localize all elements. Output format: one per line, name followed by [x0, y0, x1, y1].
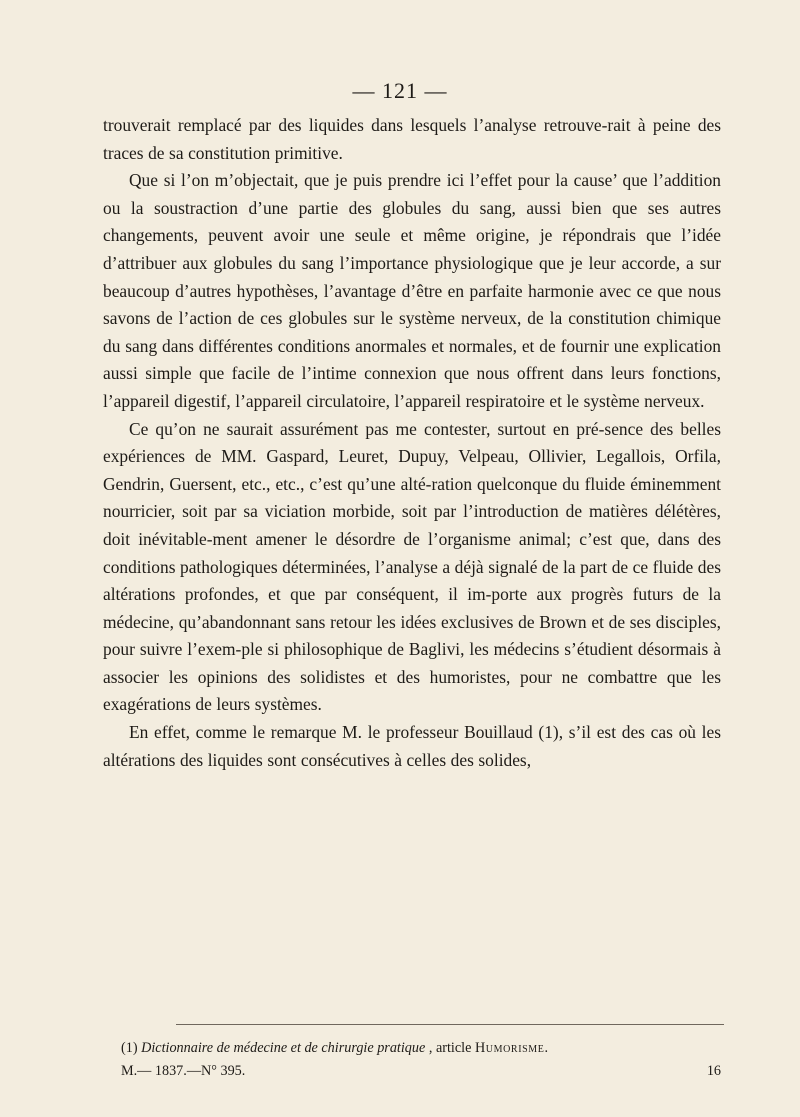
footnote-work-title: Dictionnaire de médecine et de chirurgie pratique: [141, 1040, 426, 1056]
footnote-article: Humorisme.: [474, 1040, 549, 1056]
page-number: — 121 —: [352, 78, 448, 103]
sheet-number: 16: [706, 1063, 721, 1079]
paragraph-4: En effet, comme le remarque M. le professeur Bouillaud (1), s’il est des cas où les altérations des liquides sont consécutives à celles des solides,: [103, 722, 721, 770]
footnote-separator: , article: [428, 1040, 472, 1056]
body-text: [103, 112, 721, 774]
footnote-marker: (1): [121, 1040, 138, 1056]
footnote-line: [103, 1037, 723, 1060]
printer-signature: [103, 1060, 721, 1083]
paragraph-1: trouverait remplacé par des liquides dans lesquels l’analyse retrouve-rait à peine des traces de sa constitution primitive.: [103, 115, 721, 163]
paragraph-2: Que si l’on m’objectait, que je puis prendre ici l’effet pour la cause’ que l’addition ou la soustraction d’une partie des globules du sang, aussi bien que ses autres changements, peuvent avoir une seule et même origine, je répondrais que l’idée d’attribuer aux globules du sang l’importance physiologique que je leur accorde, a sur beaucoup d’autres hypothèses, l’avantage d’être en parfaite harmonie avec ce que nous savons de l’action de ces globules sur le système nerveux, de la constitution chimique du sang dans différentes conditions anormales et normales, et de fournir une explication aussi simple que facile de l’intime connexion que nous offrent dans leurs fonctions, l’appareil digestif, l’appareil circulatoire, l’appareil respiratoire et le système nerveux.: [103, 170, 721, 411]
paragraph-3: Ce qu’on ne saurait assurément pas me contester, surtout en pré-sence des belles expériences de MM. Gaspard, Leuret, Dupuy, Velpeau, Ollivier, Legallois, Orfila, Gendrin, Guersent, etc., etc., c’est qu’une alté-ration quelconque du fluide éminemment nourricier, soit par sa viciation morbide, soit par l’introduction de matières délétères, doit inévitable-ment amener le désordre de l’organisme animal; c’est que, dans des conditions pathologiques déterminées, l’analyse a déjà signalé de la part de ce fluide des altérations profondes, et que par conséquent, il im-porte aux progrès futurs de la médecine, qu’abandonnant sans retour les idées exclusives de Brown et de ses disciples, pour suivre l’exem-ple si philosophique de Baglivi, les médecins s’étudient désormais à associer les opinions des solidistes et des humoristes, pour ne combattre que les exagérations de leurs systèmes.: [103, 418, 721, 715]
footnote-divider: [176, 1024, 724, 1025]
signature-mark: M.— 1837.—N° 395.: [121, 1063, 246, 1079]
footnote: [103, 1037, 723, 1060]
